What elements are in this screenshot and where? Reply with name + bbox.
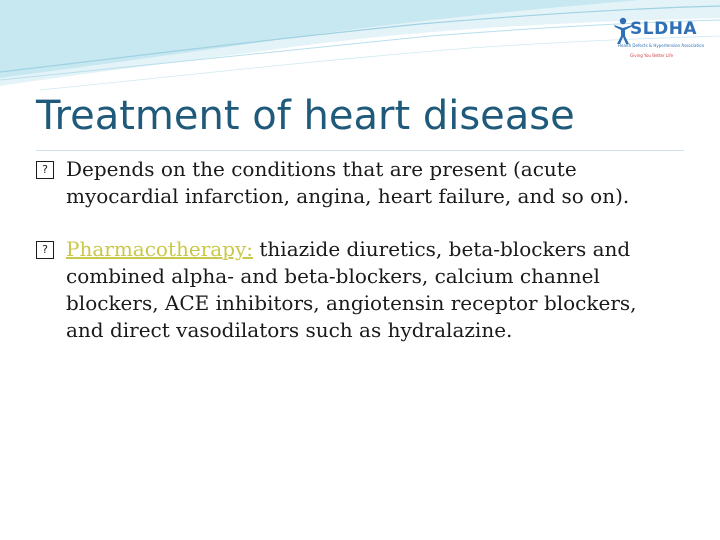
bullet-item-pharmacotherapy bbox=[36, 236, 676, 344]
title-divider bbox=[36, 150, 684, 151]
bullet-item-conditions bbox=[36, 156, 676, 210]
slide-title: Treatment of heart disease bbox=[36, 93, 575, 139]
bullet-text: Depends on the conditions that are present (acute myocardial infarction, angina, heart failure, and so on). bbox=[66, 157, 630, 208]
logo-tagline: Giving You Better Life bbox=[630, 53, 674, 58]
logo-subtitle: Health Defects & Hypertension Association bbox=[618, 43, 705, 48]
bullet-text: thiazide diuretics, beta-blockers and combined alpha- and beta-blockers, calcium channel blockers, ACE inhibitors, angiotensin receptor blockers, and direct vasodilators such as hydralazine. bbox=[66, 237, 637, 342]
missing-glyph-bullet-icon: ? bbox=[36, 241, 54, 259]
missing-glyph-bullet-icon: ? bbox=[36, 161, 54, 179]
pharmacotherapy-highlight: Pharmacotherapy: bbox=[66, 237, 254, 261]
bullet-list bbox=[36, 156, 676, 370]
sldha-logo bbox=[612, 16, 705, 64]
logo-wordmark: SLDHA bbox=[630, 19, 698, 39]
